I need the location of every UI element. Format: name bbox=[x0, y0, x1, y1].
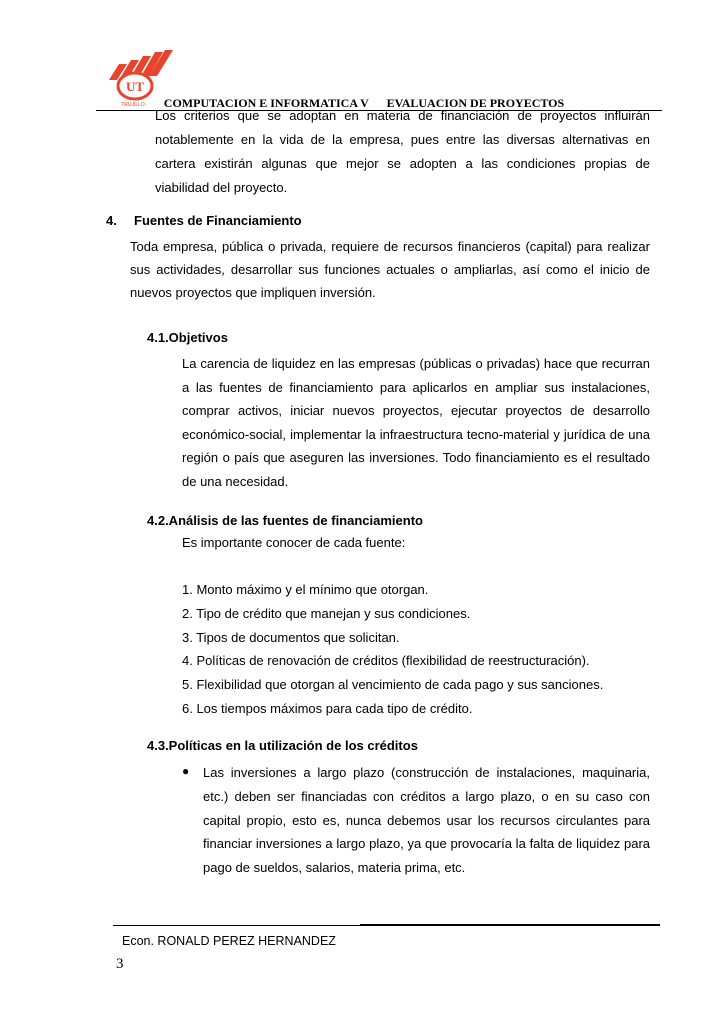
section-41-heading: 4.1.Objetivos bbox=[147, 330, 228, 345]
section-42-intro: Es importante conocer de cada fuente: bbox=[182, 535, 406, 550]
list-item: 1. Monto máximo y el mínimo que otorgan. bbox=[182, 582, 429, 597]
page-number: 3 bbox=[116, 956, 124, 972]
section-4-number: 4. bbox=[106, 213, 117, 228]
section-41-paragraph: La carencia de liquidez en las empresas (públicas o privadas) hace que recurran a las fuentes de financiamiento para aplicarlos en ampliar sus instalaciones, comprar activos, iniciar nuevos proyectos, ejecutar proyectos de desarrollo económico-social, implementar la infraestructura tecno-material y jurídica de una región o país que aseguren las inversiones. Todo financiamiento es el resultado de una necesidad. bbox=[182, 356, 650, 489]
list-item: 6. Los tiempos máximos para cada tipo de crédito. bbox=[182, 700, 473, 716]
section-43-heading: 4.3.Políticas en la utilización de los créditos bbox=[147, 738, 418, 753]
intro-paragraph: Los criterios que se adoptan en materia de financiación de proyectos influirán notablemente en la vida de la empresa, pues entre las diversas alternativas en cartera existirán algunas que mejor se adopten a las condiciones propias de viabilidad del proyecto. bbox=[155, 108, 650, 195]
list-item: 3. Tipos de documentos que solicitan. bbox=[182, 629, 400, 645]
footer-divider-thick bbox=[360, 924, 660, 926]
header-title: COMPUTACION E INFORMATICA V EVALUACION DE PROYECTOS bbox=[163, 96, 565, 110]
section-43-bullet-text: Las inversiones a largo plazo (construcción de instalaciones, maquinaria, etc.) deben ser financiadas con créditos a largo plazo, o en su caso con capital propio, esto es, nunca debemos usar los recursos circulantes para financiar inversiones a largo plazo, ya que provocaría la falta de liquidez para pago de sueldos, salarios, materia prima, etc. bbox=[203, 765, 650, 876]
section-4-heading bbox=[106, 213, 302, 228]
list-item: 5. Flexibilidad que otorgan al vencimiento de cada pago y sus sanciones. bbox=[182, 677, 604, 693]
section-42-heading: 4.2.Análisis de las fuentes de financiamiento bbox=[147, 513, 423, 528]
svg-text:UT: UT bbox=[125, 79, 145, 94]
bullet-icon: ● bbox=[182, 764, 190, 778]
section-4-paragraph: Toda empresa, pública o privada, requiere de recursos financieros (capital) para realizar sus actividades, desarrollar sus funciones actuales o ampliarlas, así como el inicio de nuevos proyectos que impliquen inversión. bbox=[130, 239, 650, 300]
footer-author: Econ. RONALD PEREZ HERNANDEZ bbox=[122, 934, 336, 948]
list-item: 2. Tipo de crédito que manejan y sus condiciones. bbox=[182, 605, 471, 621]
section-4-title: Fuentes de Financiamiento bbox=[134, 213, 302, 228]
list-item: 4. Políticas de renovación de créditos (flexibilidad de reestructuración). bbox=[182, 653, 590, 669]
section-42-list bbox=[182, 578, 603, 721]
logo-text: TRUJILLO bbox=[121, 102, 145, 108]
